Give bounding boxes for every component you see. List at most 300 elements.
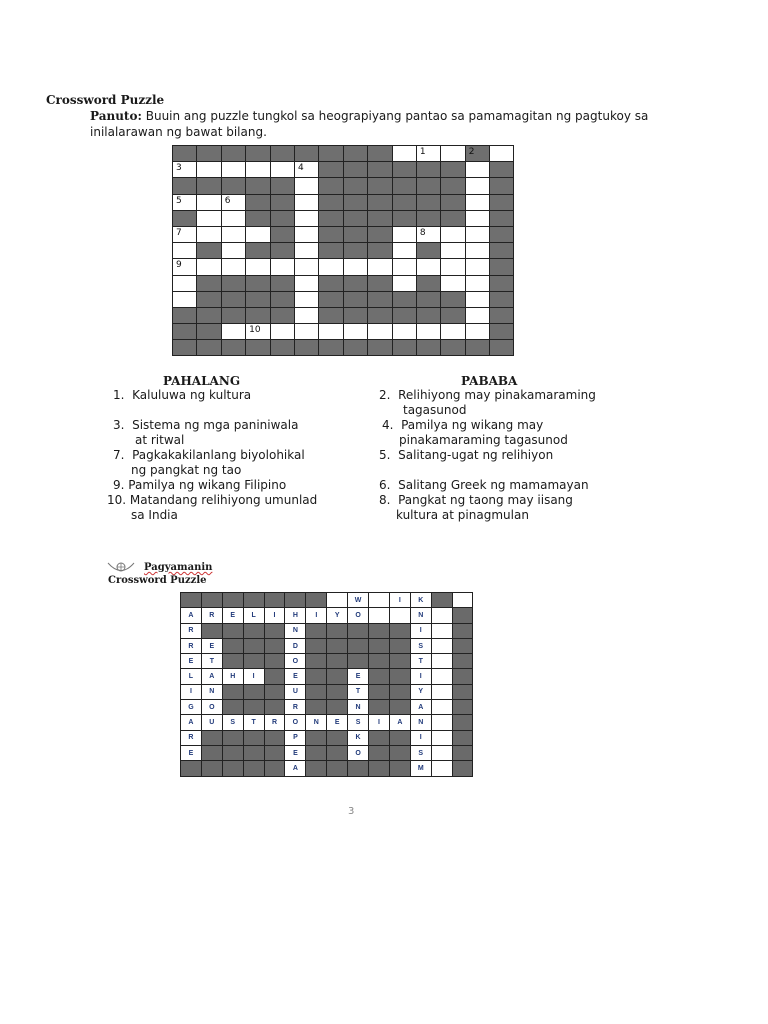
answer-cell[interactable] — [417, 227, 441, 243]
answer-cell[interactable] — [393, 259, 417, 275]
answer-cell[interactable] — [344, 259, 368, 275]
answer-cell[interactable] — [466, 227, 490, 243]
answer-cell[interactable] — [222, 195, 246, 211]
blocked-cell — [490, 162, 514, 178]
answer-cell[interactable] — [197, 227, 221, 243]
answer-cell[interactable] — [271, 162, 295, 178]
blocked-cell — [393, 308, 417, 324]
blocked-cell — [173, 324, 197, 340]
blocked-cell — [246, 276, 270, 292]
answer-cell[interactable] — [466, 211, 490, 227]
answer-letter-cell: N — [202, 685, 223, 700]
blocked-cell — [441, 292, 465, 308]
answer-cell[interactable] — [173, 292, 197, 308]
answer-cell[interactable] — [441, 324, 465, 340]
blocked-cell — [390, 761, 411, 776]
blocked-cell — [490, 195, 514, 211]
answer-cell[interactable] — [441, 146, 465, 162]
blocked-cell — [222, 276, 246, 292]
crossword-grid — [172, 145, 514, 356]
blocked-cell — [306, 669, 327, 684]
answer-cell[interactable] — [466, 195, 490, 211]
answer-cell[interactable] — [173, 227, 197, 243]
blocked-cell — [369, 700, 390, 715]
across-clue-list — [107, 388, 353, 523]
clue-number: 7 — [176, 227, 182, 238]
blocked-cell — [222, 146, 246, 162]
answer-cell[interactable] — [271, 324, 295, 340]
answer-cell[interactable] — [441, 259, 465, 275]
blocked-cell — [417, 195, 441, 211]
across-heading: PAHALANG — [163, 374, 241, 388]
answer-cell[interactable] — [490, 146, 514, 162]
blocked-cell — [271, 340, 295, 356]
blocked-cell — [490, 227, 514, 243]
blocked-cell — [244, 624, 265, 639]
blocked-cell — [327, 746, 348, 761]
answer-letter-cell: S — [411, 639, 432, 654]
blocked-cell — [244, 700, 265, 715]
blocked-cell — [197, 178, 221, 194]
answer-cell[interactable] — [295, 243, 319, 259]
answer-cell[interactable] — [295, 292, 319, 308]
blocked-cell — [490, 178, 514, 194]
answer-cell[interactable] — [222, 227, 246, 243]
answer-letter-cell: S — [348, 715, 369, 730]
blocked-cell — [271, 276, 295, 292]
blocked-cell — [417, 178, 441, 194]
answer-letter-cell: R — [181, 624, 202, 639]
answer-letter-cell — [432, 685, 453, 700]
answer-letter-cell: O — [348, 746, 369, 761]
answer-cell[interactable] — [295, 227, 319, 243]
blocked-cell — [265, 669, 286, 684]
answer-cell[interactable] — [466, 178, 490, 194]
answer-letter-cell: Y — [327, 608, 348, 623]
blocked-cell — [319, 243, 343, 259]
blocked-cell — [393, 162, 417, 178]
answer-letter-cell — [432, 731, 453, 746]
blocked-cell — [173, 211, 197, 227]
answer-cell[interactable] — [344, 324, 368, 340]
down-clue: 4. Pamilya ng wikang may pinakamaraming tagasunod — [382, 418, 568, 447]
down-clue: 5. Salitang-ugat ng relihiyon — [379, 448, 554, 462]
blocked-cell — [246, 292, 270, 308]
blocked-cell — [244, 731, 265, 746]
blocked-cell — [265, 746, 286, 761]
blocked-cell — [344, 292, 368, 308]
answer-cell[interactable] — [417, 324, 441, 340]
page-title: Crossword Puzzle — [46, 93, 165, 107]
answer-letter-cell: I — [411, 731, 432, 746]
answer-cell[interactable] — [417, 146, 441, 162]
blocked-cell — [197, 276, 221, 292]
blocked-cell — [222, 308, 246, 324]
answer-letter-cell: R — [181, 639, 202, 654]
answer-letter-cell: A — [202, 669, 223, 684]
blocked-cell — [417, 211, 441, 227]
blocked-cell — [417, 308, 441, 324]
answer-letter-cell: E — [327, 715, 348, 730]
answer-letter-cell: K — [411, 593, 432, 608]
blocked-cell — [202, 746, 223, 761]
answer-letter-cell: R — [265, 715, 286, 730]
answer-cell[interactable] — [417, 259, 441, 275]
blocked-cell — [393, 211, 417, 227]
blocked-cell — [306, 639, 327, 654]
blocked-cell — [453, 746, 474, 761]
blocked-cell — [181, 593, 202, 608]
answer-cell[interactable] — [173, 162, 197, 178]
blocked-cell — [244, 593, 265, 608]
answer-cell[interactable] — [466, 324, 490, 340]
answer-cell[interactable] — [295, 276, 319, 292]
answer-letter-cell: M — [411, 761, 432, 776]
answer-letter-cell: I — [369, 715, 390, 730]
blocked-cell — [271, 292, 295, 308]
answer-cell[interactable] — [441, 276, 465, 292]
blocked-cell — [271, 243, 295, 259]
blocked-cell — [271, 195, 295, 211]
answer-letter-cell: A — [285, 761, 306, 776]
answer-letter-cell — [369, 608, 390, 623]
answer-cell[interactable] — [319, 259, 343, 275]
answer-key-heading: Pagyamanin — [144, 562, 213, 573]
blocked-cell — [223, 731, 244, 746]
answer-cell[interactable] — [222, 211, 246, 227]
blocked-cell — [265, 700, 286, 715]
blocked-cell — [265, 624, 286, 639]
answer-letter-cell: O — [202, 700, 223, 715]
answer-letter-cell — [432, 654, 453, 669]
blocked-cell — [417, 276, 441, 292]
instructions-text: Buuin ang puzzle tungkol sa heograpiyang pantao sa pamamagitan ng pagtukoy sa — [145, 109, 649, 123]
answer-letter-cell: A — [181, 608, 202, 623]
answer-letter-cell: O — [348, 608, 369, 623]
blocked-cell — [348, 654, 369, 669]
blocked-cell — [173, 340, 197, 356]
answer-cell[interactable] — [295, 308, 319, 324]
blocked-cell — [441, 178, 465, 194]
blocked-cell — [306, 624, 327, 639]
answer-letter-cell: O — [285, 715, 306, 730]
blocked-cell — [390, 731, 411, 746]
blocked-cell — [390, 624, 411, 639]
blocked-cell — [369, 654, 390, 669]
answer-letter-cell: S — [411, 746, 432, 761]
blocked-cell — [453, 685, 474, 700]
instructions-line-1 — [90, 108, 648, 125]
blocked-cell — [285, 593, 306, 608]
blocked-cell — [223, 685, 244, 700]
answer-letter-cell: I — [265, 608, 286, 623]
blocked-cell — [246, 308, 270, 324]
blocked-cell — [344, 243, 368, 259]
clue-number: 9 — [176, 260, 182, 271]
blocked-cell — [417, 243, 441, 259]
answer-letter-cell: N — [411, 715, 432, 730]
blocked-cell — [295, 340, 319, 356]
blocked-cell — [393, 340, 417, 356]
blocked-cell — [344, 178, 368, 194]
blocked-cell — [441, 340, 465, 356]
answer-cell[interactable] — [246, 227, 270, 243]
answer-letter-cell: R — [285, 700, 306, 715]
blocked-cell — [306, 761, 327, 776]
blocked-cell — [265, 593, 286, 608]
answer-cell[interactable] — [246, 162, 270, 178]
blocked-cell — [393, 292, 417, 308]
answer-letter-cell: I — [306, 608, 327, 623]
answer-cell[interactable] — [295, 162, 319, 178]
answer-cell[interactable] — [466, 276, 490, 292]
blocked-cell — [393, 195, 417, 211]
blocked-cell — [223, 654, 244, 669]
blocked-cell — [368, 276, 392, 292]
blocked-cell — [306, 700, 327, 715]
blocked-cell — [453, 608, 474, 623]
blocked-cell — [441, 162, 465, 178]
answer-cell[interactable] — [271, 259, 295, 275]
blocked-cell — [197, 292, 221, 308]
blocked-cell — [453, 624, 474, 639]
answer-cell[interactable] — [173, 259, 197, 275]
blocked-cell — [319, 340, 343, 356]
blocked-cell — [453, 731, 474, 746]
answer-cell[interactable] — [173, 195, 197, 211]
across-clue: 1. Kaluluwa ng kultura — [113, 388, 252, 402]
clue-number: 10 — [249, 325, 261, 336]
blocked-cell — [344, 211, 368, 227]
blocked-cell — [368, 227, 392, 243]
blocked-cell — [319, 276, 343, 292]
blocked-cell — [271, 178, 295, 194]
answer-cell[interactable] — [197, 211, 221, 227]
blocked-cell — [368, 162, 392, 178]
answer-cell[interactable] — [222, 324, 246, 340]
answer-cell[interactable] — [368, 324, 392, 340]
answer-letter-cell: W — [348, 593, 369, 608]
blocked-cell — [223, 593, 244, 608]
answer-letter-cell: E — [285, 746, 306, 761]
blocked-cell — [390, 654, 411, 669]
blocked-cell — [344, 195, 368, 211]
blocked-cell — [327, 685, 348, 700]
instructions-label: Panuto: — [90, 109, 142, 123]
answer-letter-cell: L — [181, 669, 202, 684]
answer-cell[interactable] — [173, 243, 197, 259]
blocked-cell — [348, 624, 369, 639]
blocked-cell — [246, 243, 270, 259]
blocked-cell — [466, 146, 490, 162]
blocked-cell — [368, 243, 392, 259]
blocked-cell — [202, 624, 223, 639]
answer-cell[interactable] — [246, 324, 270, 340]
blocked-cell — [369, 731, 390, 746]
blocked-cell — [223, 700, 244, 715]
answer-cell[interactable] — [466, 259, 490, 275]
blocked-cell — [432, 593, 453, 608]
answer-cell[interactable] — [466, 243, 490, 259]
blocked-cell — [223, 639, 244, 654]
blocked-cell — [244, 654, 265, 669]
answer-cell[interactable] — [222, 243, 246, 259]
answer-cell[interactable] — [466, 162, 490, 178]
answer-letter-cell — [432, 715, 453, 730]
answer-letter-cell: R — [181, 731, 202, 746]
blocked-cell — [490, 259, 514, 275]
blocked-cell — [202, 593, 223, 608]
blocked-cell — [173, 146, 197, 162]
blocked-cell — [265, 761, 286, 776]
blocked-cell — [197, 243, 221, 259]
blocked-cell — [368, 340, 392, 356]
blocked-cell — [453, 761, 474, 776]
blocked-cell — [369, 761, 390, 776]
answer-cell[interactable] — [393, 324, 417, 340]
blocked-cell — [223, 624, 244, 639]
blocked-cell — [417, 340, 441, 356]
blocked-cell — [319, 178, 343, 194]
blocked-cell — [202, 761, 223, 776]
answer-cell[interactable] — [319, 324, 343, 340]
clue-number: 1 — [419, 147, 426, 157]
blocked-cell — [271, 146, 295, 162]
answer-cell[interactable] — [222, 162, 246, 178]
answer-cell[interactable] — [393, 146, 417, 162]
blocked-cell — [295, 146, 319, 162]
answer-cell[interactable] — [197, 259, 221, 275]
blocked-cell — [181, 761, 202, 776]
blocked-cell — [368, 211, 392, 227]
across-clue: 9. Pamilya ng wikang Filipino — [113, 478, 287, 492]
answer-letter-cell: N — [348, 700, 369, 715]
blocked-cell — [244, 761, 265, 776]
answer-cell[interactable] — [466, 308, 490, 324]
answer-letter-cell: I — [181, 685, 202, 700]
blocked-cell — [271, 227, 295, 243]
blocked-cell — [306, 654, 327, 669]
blocked-cell — [490, 292, 514, 308]
blocked-cell — [393, 178, 417, 194]
answer-cell[interactable] — [393, 227, 417, 243]
answer-cell[interactable] — [295, 178, 319, 194]
blocked-cell — [344, 162, 368, 178]
answer-letter-cell: N — [306, 715, 327, 730]
answer-letter-cell — [327, 593, 348, 608]
answer-cell[interactable] — [393, 243, 417, 259]
answer-cell[interactable] — [222, 259, 246, 275]
blocked-cell — [390, 639, 411, 654]
answer-letter-cell — [432, 624, 453, 639]
answer-letter-cell: D — [285, 639, 306, 654]
blocked-cell — [327, 639, 348, 654]
blocked-cell — [327, 669, 348, 684]
answer-letter-cell — [369, 593, 390, 608]
answer-letter-cell: L — [244, 608, 265, 623]
answer-cell[interactable] — [466, 292, 490, 308]
answer-letter-cell: E — [181, 654, 202, 669]
clue-number: 5 — [176, 195, 182, 206]
blocked-cell — [202, 731, 223, 746]
blocked-cell — [246, 178, 270, 194]
clue-number: 4 — [297, 163, 304, 174]
answer-cell[interactable] — [295, 211, 319, 227]
blocked-cell — [327, 700, 348, 715]
blocked-cell — [173, 178, 197, 194]
blocked-cell — [271, 308, 295, 324]
answer-letter-cell: E — [285, 669, 306, 684]
answer-cell[interactable] — [197, 195, 221, 211]
blocked-cell — [390, 746, 411, 761]
module-icon — [106, 560, 136, 576]
blocked-cell — [271, 211, 295, 227]
blocked-cell — [319, 162, 343, 178]
blocked-cell — [369, 746, 390, 761]
answer-letter-cell: A — [390, 715, 411, 730]
blocked-cell — [222, 292, 246, 308]
answer-cell[interactable] — [368, 259, 392, 275]
answer-cell[interactable] — [441, 243, 465, 259]
blocked-cell — [246, 211, 270, 227]
blocked-cell — [319, 146, 343, 162]
blocked-cell — [368, 195, 392, 211]
answer-cell[interactable] — [441, 227, 465, 243]
clue-number: 6 — [224, 195, 231, 206]
blocked-cell — [327, 654, 348, 669]
answer-cell[interactable] — [197, 162, 221, 178]
blocked-cell — [369, 669, 390, 684]
answer-letter-cell: T — [411, 654, 432, 669]
answer-cell[interactable] — [246, 259, 270, 275]
down-clue: 2. Relihiyong may pinakamaraming tagasunod — [379, 388, 596, 417]
answer-letter-cell — [432, 761, 453, 776]
answer-cell[interactable] — [295, 195, 319, 211]
blocked-cell — [490, 308, 514, 324]
blocked-cell — [223, 761, 244, 776]
blocked-cell — [441, 211, 465, 227]
blocked-cell — [319, 292, 343, 308]
blocked-cell — [453, 700, 474, 715]
answer-cell[interactable] — [295, 324, 319, 340]
blocked-cell — [441, 308, 465, 324]
across-clue: 7. Pagkakakilanlang biyolohikal ng pangkat ng tao — [113, 448, 305, 477]
down-clue: 8. Pangkat ng taong may iisang kultura at pinagmulan — [379, 493, 573, 522]
answer-cell[interactable] — [295, 259, 319, 275]
blocked-cell — [368, 292, 392, 308]
blocked-cell — [368, 178, 392, 194]
blocked-cell — [344, 276, 368, 292]
answer-letter-cell: K — [348, 731, 369, 746]
answer-letter-cell — [432, 746, 453, 761]
blocked-cell — [348, 761, 369, 776]
answer-letter-cell: T — [244, 715, 265, 730]
blocked-cell — [368, 146, 392, 162]
answer-letter-cell — [432, 639, 453, 654]
blocked-cell — [453, 669, 474, 684]
answer-letter-cell: H — [285, 608, 306, 623]
blocked-cell — [417, 292, 441, 308]
answer-letter-cell: G — [181, 700, 202, 715]
blocked-cell — [319, 211, 343, 227]
answer-letter-cell: N — [411, 608, 432, 623]
blocked-cell — [344, 340, 368, 356]
answer-cell[interactable] — [173, 276, 197, 292]
blocked-cell — [197, 146, 221, 162]
blocked-cell — [244, 746, 265, 761]
answer-cell[interactable] — [393, 276, 417, 292]
blocked-cell — [368, 308, 392, 324]
